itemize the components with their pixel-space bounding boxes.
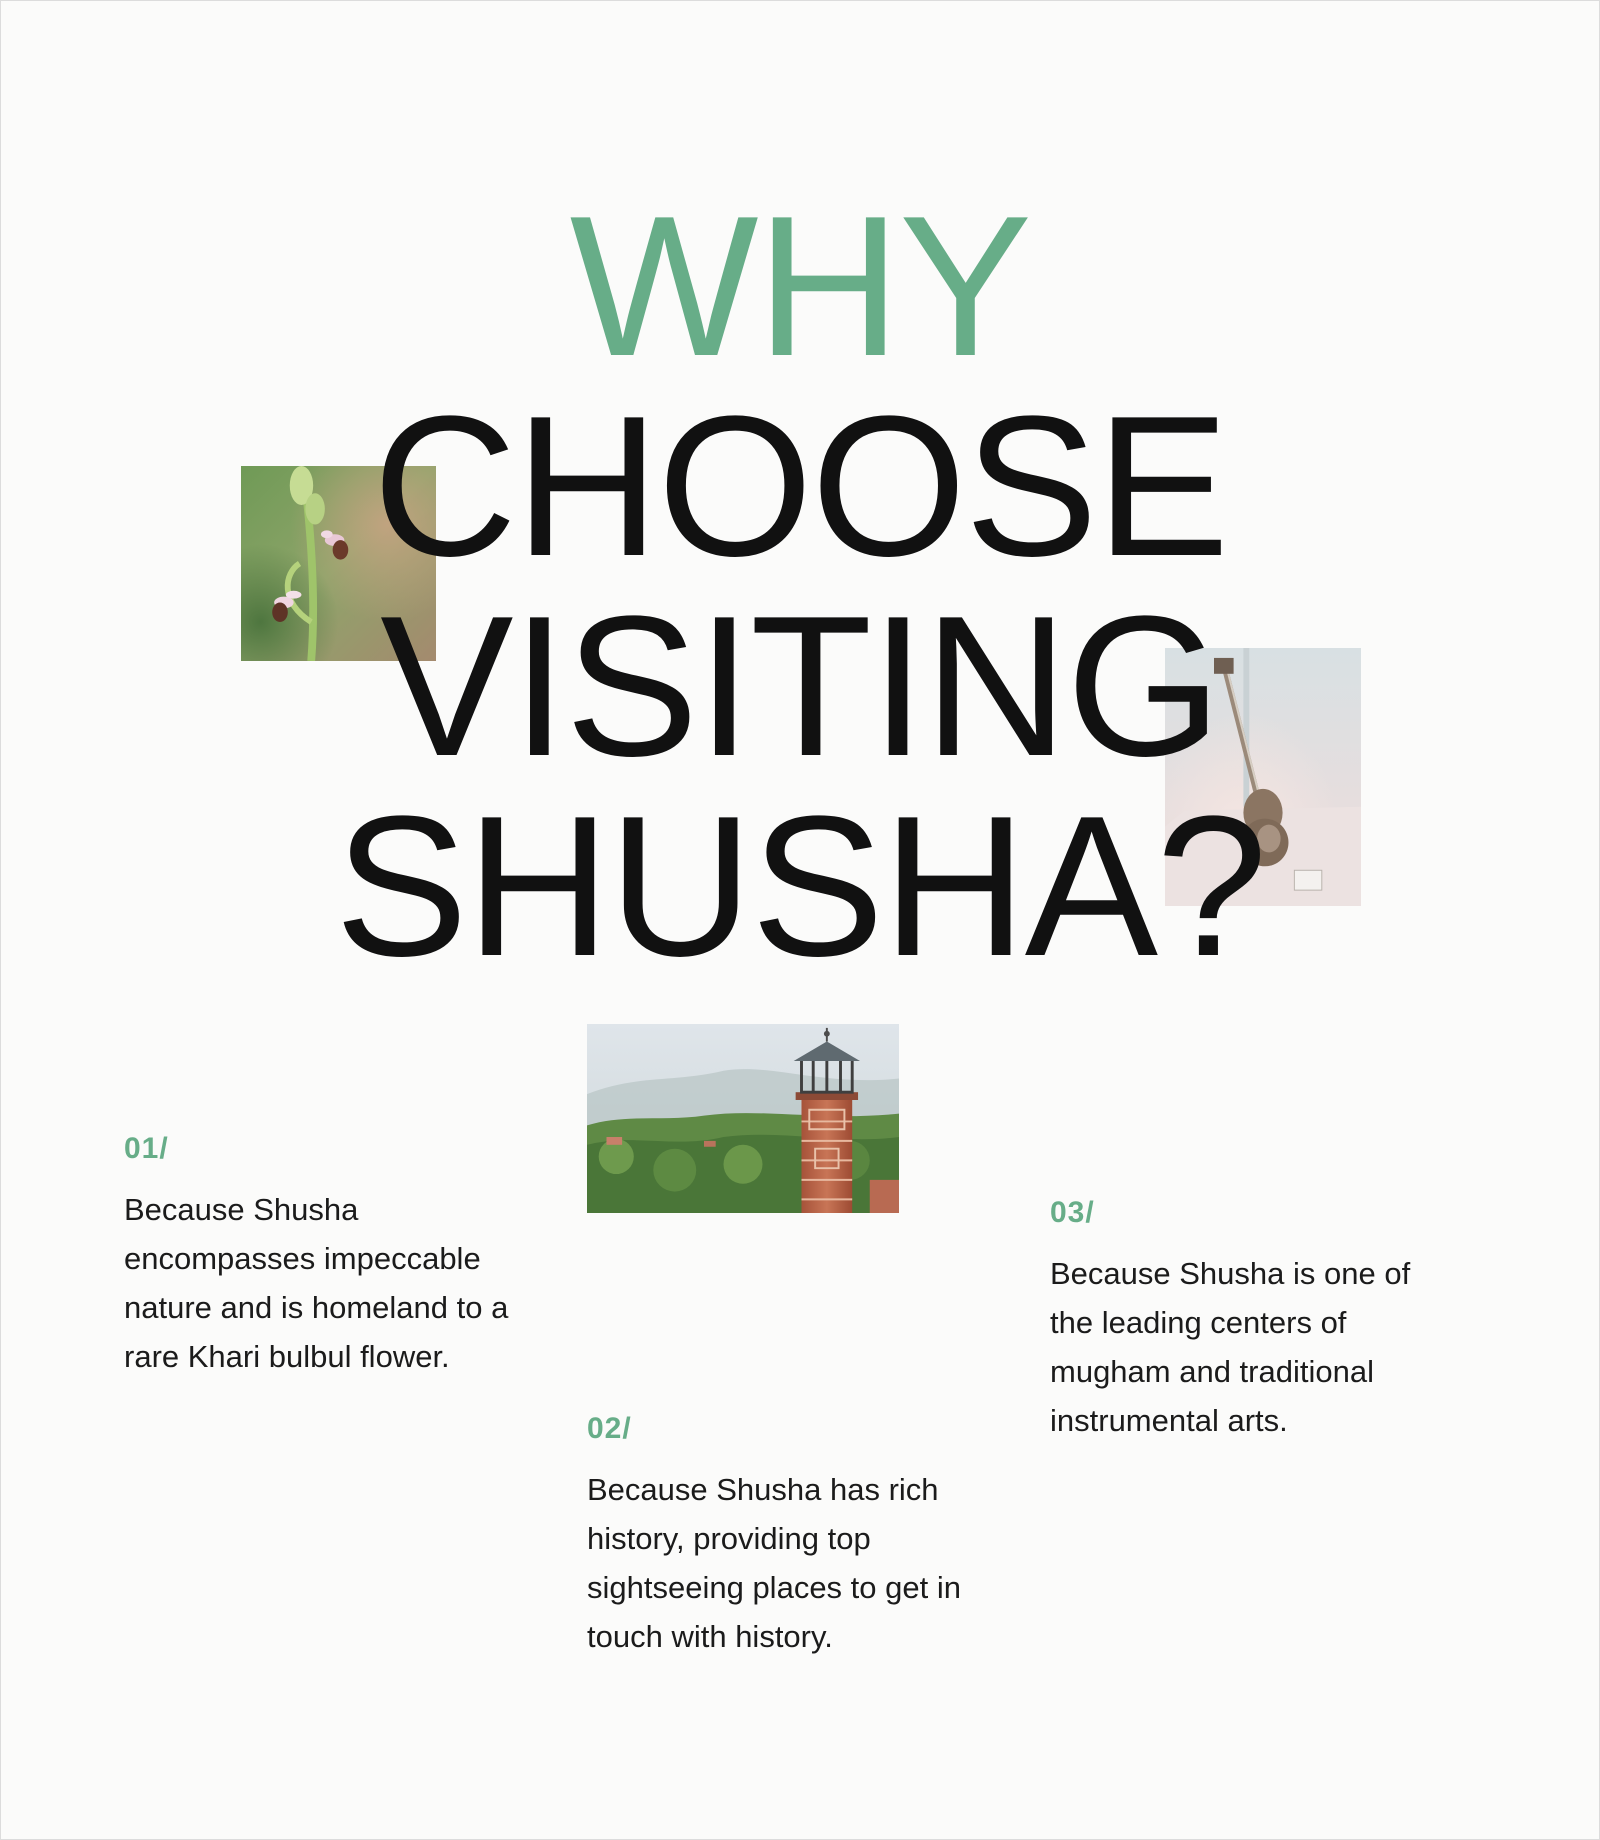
reason-nature xyxy=(124,1131,564,1381)
reason-text: Because Shusha has rich history, providing top sightseeing places to get in touch with history. xyxy=(587,1472,961,1654)
reason-text: Because Shusha is one of the leading centers of mugham and traditional instrumental arts. xyxy=(1050,1256,1411,1438)
reason-mugham xyxy=(1050,1195,1470,1445)
headline-choose: CHOOSE xyxy=(372,375,1228,598)
headline-shusha: SHUSHA? xyxy=(334,775,1266,998)
reason-number: 01/ xyxy=(124,1132,169,1165)
reason-text: Because Shusha encompasses impeccable nature and is homeland to a rare Khari bulbul flower. xyxy=(124,1192,509,1374)
minaret-photo xyxy=(587,1024,899,1213)
reason-number: 02/ xyxy=(587,1412,632,1445)
headline-visiting: VISITING xyxy=(380,575,1220,798)
headline-why: WHY xyxy=(569,175,1031,398)
reason-number: 03/ xyxy=(1050,1196,1095,1229)
reason-history xyxy=(587,1411,1017,1661)
